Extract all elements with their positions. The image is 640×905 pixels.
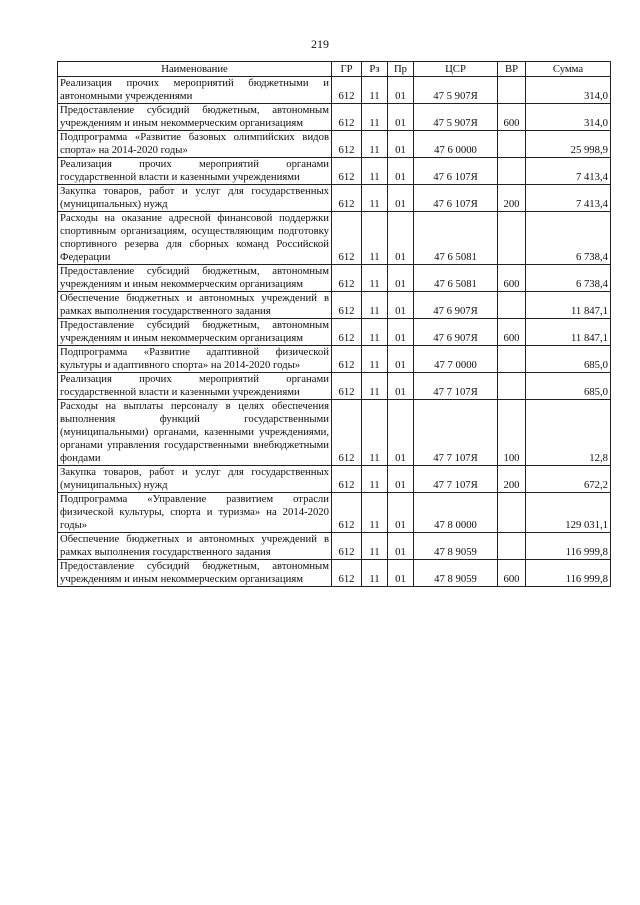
name-cell: Закупка товаров, работ и услуг для государственных (муниципальных) нужд [58,185,332,212]
vr-cell: 600 [498,319,526,346]
gr-cell: 612 [332,104,362,131]
vr-cell [498,533,526,560]
vr-cell [498,77,526,104]
gr-cell: 612 [332,400,362,466]
gr-cell: 612 [332,77,362,104]
table-row [58,104,611,131]
rz-cell: 11 [362,77,388,104]
csr-cell: 47 6 5081 [414,265,498,292]
csr-cell: 47 7 107Я [414,400,498,466]
pr-cell: 01 [388,158,414,185]
rz-cell: 11 [362,185,388,212]
pr-cell: 01 [388,185,414,212]
pr-cell: 01 [388,265,414,292]
gr-cell: 612 [332,346,362,373]
sum-cell: 11 847,1 [526,319,611,346]
name-cell: Подпрограмма «Развитие базовых олимпийских видов спорта» на 2014-2020 годы» [58,131,332,158]
rz-cell: 11 [362,560,388,587]
sum-cell: 12,8 [526,400,611,466]
rz-cell: 11 [362,292,388,319]
rz-cell: 11 [362,346,388,373]
csr-cell: 47 5 907Я [414,104,498,131]
pr-cell: 01 [388,131,414,158]
csr-cell: 47 7 0000 [414,346,498,373]
vr-cell: 200 [498,466,526,493]
column-header-csr: ЦСР [414,62,498,77]
pr-cell: 01 [388,77,414,104]
csr-cell: 47 8 9059 [414,560,498,587]
vr-cell [498,346,526,373]
gr-cell: 612 [332,493,362,533]
csr-cell: 47 5 907Я [414,77,498,104]
sum-cell: 6 738,4 [526,265,611,292]
table-row [58,158,611,185]
name-cell: Обеспечение бюджетных и автономных учреждений в рамках выполнения государственного задания [58,292,332,319]
sum-cell: 314,0 [526,77,611,104]
csr-cell: 47 6 107Я [414,185,498,212]
name-cell: Подпрограмма «Управление развитием отрасли физической культуры, спорта и туризма» на 2014-2020 годы» [58,493,332,533]
sum-cell: 116 999,8 [526,533,611,560]
name-cell: Обеспечение бюджетных и автономных учреждений в рамках выполнения государственного задания [58,533,332,560]
pr-cell: 01 [388,346,414,373]
table-row [58,131,611,158]
vr-cell [498,493,526,533]
gr-cell: 612 [332,131,362,158]
name-cell: Предоставление субсидий бюджетным, автономным учреждениям и иным некоммерческим организациям [58,319,332,346]
rz-cell: 11 [362,104,388,131]
rz-cell: 11 [362,131,388,158]
vr-cell: 100 [498,400,526,466]
sum-cell: 6 738,4 [526,212,611,265]
pr-cell: 01 [388,104,414,131]
sum-cell: 314,0 [526,104,611,131]
pr-cell: 01 [388,319,414,346]
name-cell: Расходы на выплаты персоналу в целях обеспечения выполнения функций государственными (муниципальными) органами, казенными учреждениями, органами управления государственными внебюджетными фондами [58,400,332,466]
gr-cell: 612 [332,560,362,587]
budget-table [57,61,611,587]
gr-cell: 612 [332,319,362,346]
name-cell: Предоставление субсидий бюджетным, автономным учреждениям и иным некоммерческим организациям [58,560,332,587]
vr-cell: 200 [498,185,526,212]
table-row [58,533,611,560]
pr-cell: 01 [388,466,414,493]
rz-cell: 11 [362,466,388,493]
sum-cell: 129 031,1 [526,493,611,533]
pr-cell: 01 [388,400,414,466]
sum-cell: 116 999,8 [526,560,611,587]
rz-cell: 11 [362,373,388,400]
gr-cell: 612 [332,185,362,212]
column-header-name: Наименование [58,62,332,77]
table-header-row [58,62,611,77]
gr-cell: 612 [332,373,362,400]
sum-cell: 685,0 [526,373,611,400]
table-row [58,373,611,400]
column-header-sum: Сумма [526,62,611,77]
rz-cell: 11 [362,319,388,346]
gr-cell: 612 [332,158,362,185]
pr-cell: 01 [388,560,414,587]
table-row [58,400,611,466]
name-cell: Реализация прочих мероприятий органами государственной власти и казенными учреждениями [58,158,332,185]
table-row [58,292,611,319]
sum-cell: 11 847,1 [526,292,611,319]
sum-cell: 7 413,4 [526,185,611,212]
sum-cell: 7 413,4 [526,158,611,185]
vr-cell: 600 [498,265,526,292]
table-row [58,560,611,587]
pr-cell: 01 [388,373,414,400]
vr-cell: 600 [498,560,526,587]
gr-cell: 612 [332,533,362,560]
table-row [58,77,611,104]
vr-cell [498,292,526,319]
rz-cell: 11 [362,158,388,185]
vr-cell [498,212,526,265]
csr-cell: 47 6 0000 [414,131,498,158]
table-row [58,493,611,533]
name-cell: Предоставление субсидий бюджетным, автономным учреждениям и иным некоммерческим организациям [58,104,332,131]
table-row [58,466,611,493]
csr-cell: 47 7 107Я [414,466,498,493]
table-row [58,212,611,265]
csr-cell: 47 6 907Я [414,319,498,346]
gr-cell: 612 [332,265,362,292]
gr-cell: 612 [332,212,362,265]
csr-cell: 47 6 107Я [414,158,498,185]
rz-cell: 11 [362,400,388,466]
sum-cell: 685,0 [526,346,611,373]
vr-cell: 600 [498,104,526,131]
rz-cell: 11 [362,212,388,265]
name-cell: Предоставление субсидий бюджетным, автономным учреждениям и иным некоммерческим организациям [58,265,332,292]
csr-cell: 47 8 9059 [414,533,498,560]
name-cell: Закупка товаров, работ и услуг для государственных (муниципальных) нужд [58,466,332,493]
column-header-gr: ГР [332,62,362,77]
column-header-vr: ВР [498,62,526,77]
page-number: 219 [311,37,329,51]
name-cell: Реализация прочих мероприятий бюджетными и автономными учреждениями [58,77,332,104]
name-cell: Реализация прочих мероприятий органами государственной власти и казенными учреждениями [58,373,332,400]
column-header-rz: Рз [362,62,388,77]
csr-cell: 47 7 107Я [414,373,498,400]
sum-cell: 672,2 [526,466,611,493]
name-cell: Подпрограмма «Развитие адаптивной физической культуры и адаптивного спорта» на 2014-2020 годы» [58,346,332,373]
rz-cell: 11 [362,265,388,292]
table-row [58,319,611,346]
pr-cell: 01 [388,493,414,533]
sum-cell: 25 998,9 [526,131,611,158]
column-header-pr: Пр [388,62,414,77]
gr-cell: 612 [332,292,362,319]
csr-cell: 47 6 907Я [414,292,498,319]
vr-cell [498,158,526,185]
pr-cell: 01 [388,212,414,265]
rz-cell: 11 [362,533,388,560]
gr-cell: 612 [332,466,362,493]
table-row [58,185,611,212]
rz-cell: 11 [362,493,388,533]
csr-cell: 47 6 5081 [414,212,498,265]
csr-cell: 47 8 0000 [414,493,498,533]
pr-cell: 01 [388,533,414,560]
name-cell: Расходы на оказание адресной финансовой поддержки спортивным организациям, осуществляющим подготовку спортивного резерва для сборных команд Российской Федерации [58,212,332,265]
pr-cell: 01 [388,292,414,319]
table-row [58,265,611,292]
vr-cell [498,373,526,400]
vr-cell [498,131,526,158]
table-row [58,346,611,373]
